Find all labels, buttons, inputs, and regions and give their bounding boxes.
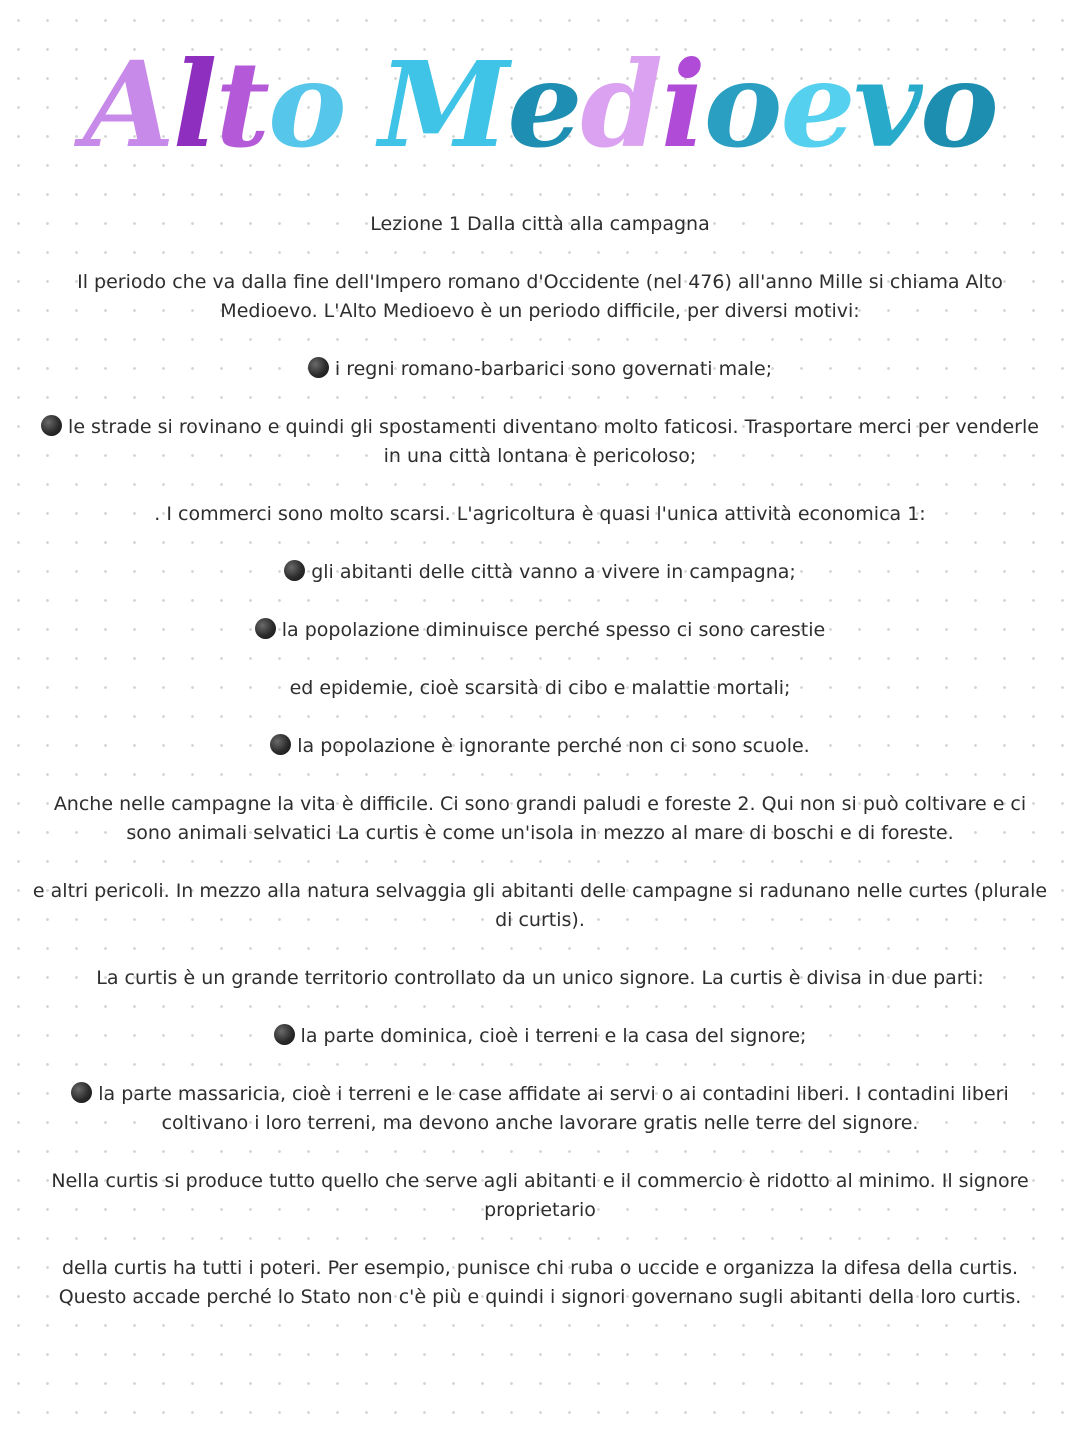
bullet-dot-icon	[274, 1024, 295, 1045]
countryside-paragraph: Anche nelle campagne la vita è difficile. Ci sono grandi paludi e foreste 2. Qui non si può coltivare e ci sono animali selvatici La curtis è come un'isola in mezzo al mare di boschi e di foreste.	[53, 793, 1027, 844]
bullet-dot-icon	[41, 415, 62, 436]
bullet-dot-icon	[308, 357, 329, 378]
continuation-line: ed epidemie, cioè scarsità di cibo e malattie mortali;	[289, 677, 791, 699]
commerce-paragraph: . I commerci sono molto scarsi. L'agricoltura è quasi l'unica attività economica 1:	[154, 503, 926, 525]
dangers-paragraph: e altri pericoli. In mezzo alla natura selvaggia gli abitanti delle campagne si radunano nelle curtes (plurale di curtis).	[32, 880, 1048, 931]
bullet-item: gli abitanti delle città vanno a vivere in campagna;	[30, 558, 1050, 587]
lesson-heading: Lezione 1 Dalla città alla campagna	[370, 213, 710, 235]
bullet-dot-icon	[270, 734, 291, 755]
intro-paragraph: Il periodo che va dalla fine dell'Impero romano d'Occidente (nel 476) all'anno Mille si chiama Alto Medioevo. L'Alto Medioevo è un periodo difficile, per diversi motivi:	[77, 271, 1003, 322]
page-title	[83, 30, 997, 180]
bullet-item: le strade si rovinano e quindi gli spostamenti diventano molto faticosi. Trasportare merci per venderle in una città lontana è pericoloso;	[30, 413, 1050, 471]
bullet-item: la popolazione è ignorante perché non ci sono scuole.	[30, 732, 1050, 761]
bullet-item: la parte massaricia, cioè i terreni e le case affidate ai servi o ai contadini liberi. I contadini liberi coltivano i loro terreni, ma devono anche lavorare gratis nelle terre del signore.	[30, 1080, 1050, 1138]
bullet-dot-icon	[71, 1082, 92, 1103]
curtis-intro-paragraph: La curtis è un grande territorio controllato da un unico signore. La curtis è divisa in due parti:	[96, 967, 984, 989]
notes-body	[30, 210, 1050, 1341]
title-banner	[0, 30, 1080, 180]
bullet-dot-icon	[284, 560, 305, 581]
production-paragraph: Nella curtis si produce tutto quello che serve agli abitanti e il commercio è ridotto al minimo. Il signore proprietario	[51, 1170, 1029, 1221]
bullet-item: la popolazione diminuisce perché spesso ci sono carestie	[30, 616, 1050, 645]
bullet-item: i regni romano-barbarici sono governati male;	[30, 355, 1050, 384]
bullet-dot-icon	[255, 618, 276, 639]
bullet-item: la parte dominica, cioè i terreni e la casa del signore;	[30, 1022, 1050, 1051]
powers-paragraph: della curtis ha tutti i poteri. Per esempio, punisce chi ruba o uccide e organizza la difesa della curtis. Questo accade perché lo Stato non c'è più e quindi i signori governano sugli abitanti della loro curtis.	[58, 1257, 1022, 1308]
title-word-alto: Alto	[83, 35, 345, 174]
title-word-medioevo: Medioevo	[378, 35, 997, 174]
